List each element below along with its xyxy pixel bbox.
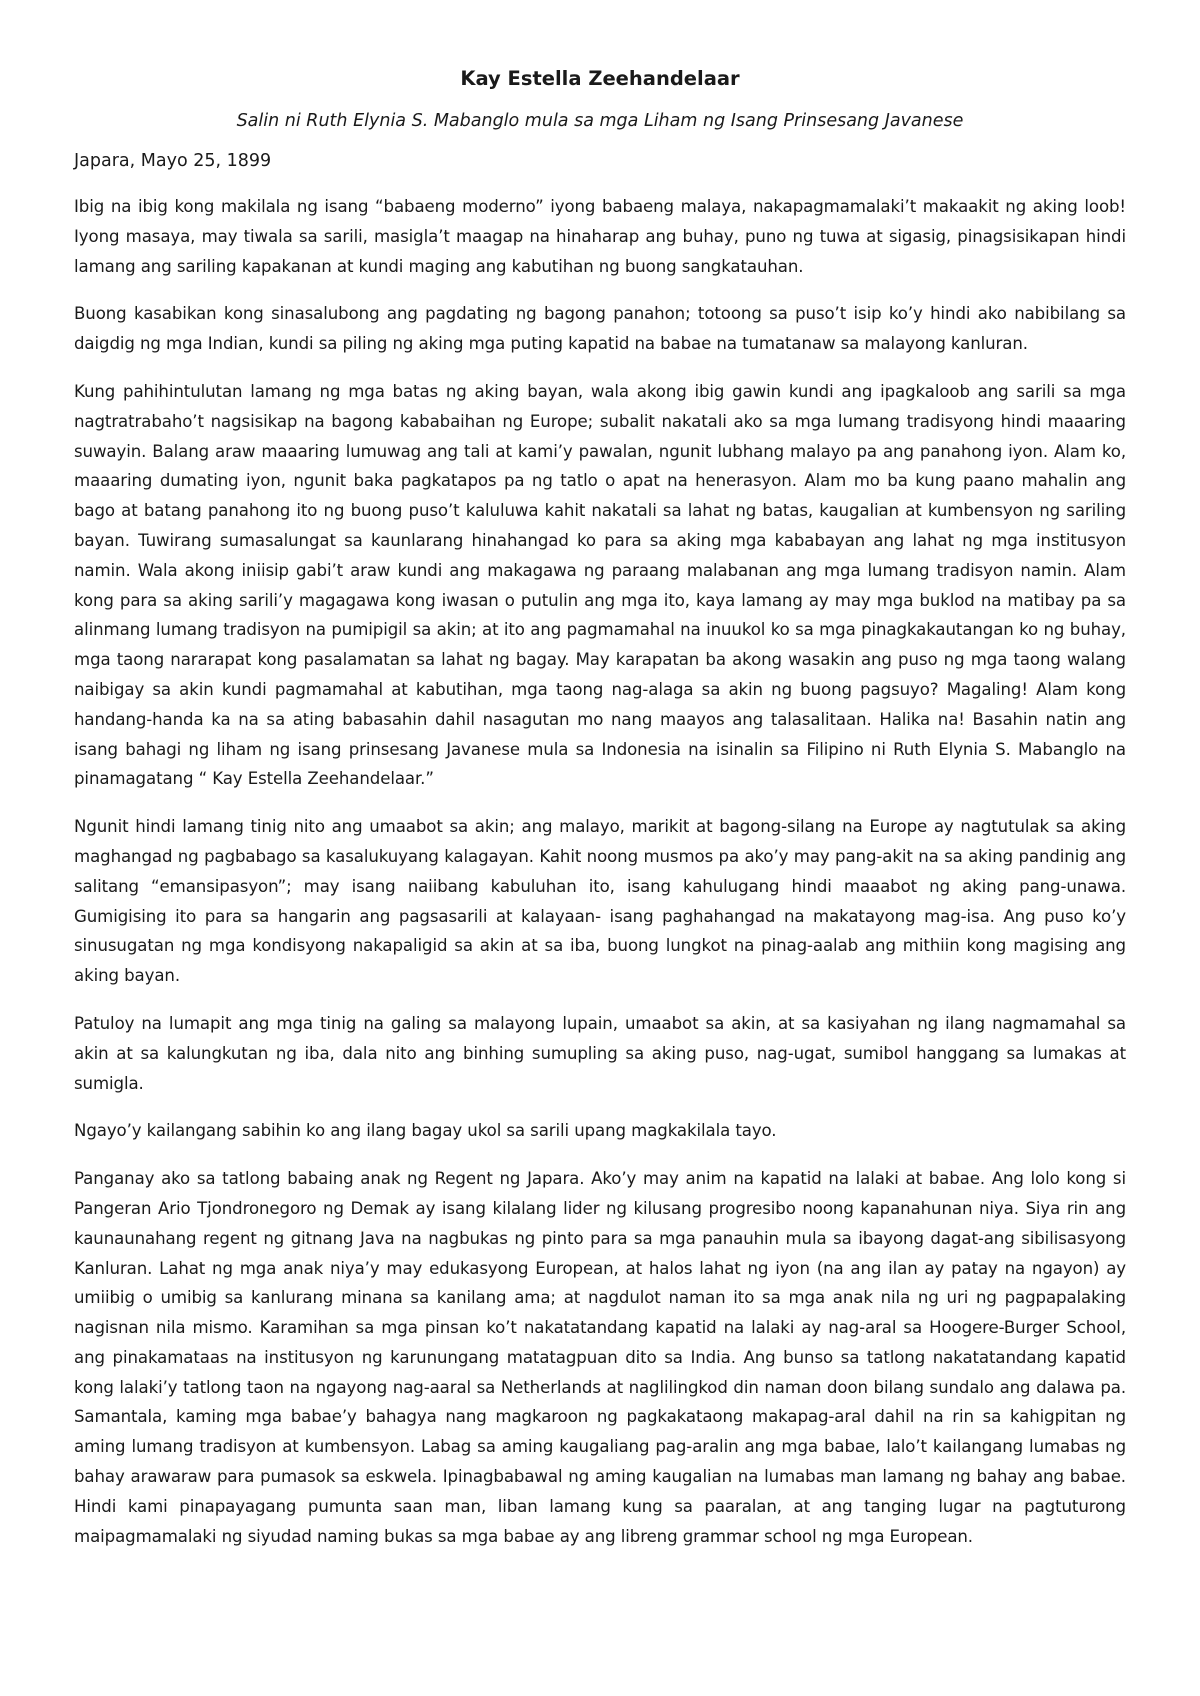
document-title: Kay Estella Zeehandelaar [460,67,740,90]
paragraph-7: Panganay ako sa tatlong babaing anak ng Regent ng Japara. Ako’y may anim na kapatid na lalaki at babae. Ang lolo kong si Pangeran Ario Tjondronegoro ng Demak ay isang kilalang lider ng kilusang progresibo noong kapanahunan niya. Siya rin ang kaunaunahang regent ng gitnang Java na nagbukas ng pinto para sa mga panauhin mula sa ibayong dagat-ang sibilisasyong Kanluran. Lahat ng mga anak niya’y may edukasyong European, at halos lahat ng iyon (na ang ilan ay patay na ngayon) ay umiibig o umibig sa kanlurang minana sa kanilang ama; at nagdulot naman ito sa mga anak nila ng uri ng pagpapalaking nagisnan nila mismo. Karamihan sa mga pinsan ko’t nakatatandang kapatid na lalaki ay nag-aral sa Hoogere-Burger School, ang pinakamataas na institusyon ng karunungang matatagpuan dito sa India. Ang bunso sa tatlong nakatatandang kapatid kong lalaki’y tatlong taon na ngayong nag-aaral sa Netherlands at naglilingkod din naman doon bilang sundalo ang dalawa pa. Samantala, kaming mga babae’y bahagya nang magkaroon ng pagkakataong makapag-aral dahil na rin sa kahigpitan ng aming lumang tradisyon at kumbensyon. Labag sa aming kaugaliang pag-aralin ang mga babae, lalo’t kailangang lumabas ng bahay arawaraw para pumasok sa eskwela. Ipinagbabawal ng aming kaugalian na lumabas man lamang ng bahay ang babae. Hindi kami pinapayagang pumunta saan man, liban lamang kung sa paaralan, at ang tanging lugar na pagtuturong maipagmamalaki ng siyudad naming bukas sa mga babae ay ang libreng grammar school ng mga European. [74,1169,1126,1546]
paragraph-3: Kung pahihintulutan lamang ng mga batas ng aking bayan, wala akong ibig gawin kundi ang ipagkaloob ang sarili sa mga nagtratrabaho’t nagsisikap na bagong kababaihan ng Europe; subalit nakatali ako sa mga lumang tradisyong hindi maaaring suwayin. Balang araw maaaring lumuwag ang tali at kami’y pawalan, ngunit lubhang malayo pa ang panahong iyon. Alam ko, maaaring dumating iyon, ngunit baka pagkatapos pa ng tatlo o apat na henerasyon. Alam mo ba kung paano mahalin ang bago at batang panahong ito ng buong puso’t kaluluwa kahit nakatali sa lahat ng batas, kaugalian at kumbensyon ng sariling bayan. Tuwirang sumasalungat sa kaunlarang hinahangad ko para sa aking mga kababayan ang lahat ng mga institusyon namin. Wala akong iniisip gabi’t araw kundi ang makagawa ng paraang malabanan ang mga lumang tradisyon namin. Alam kong para sa aking sarili’y magagawa kong iwasan o putulin ang mga ito, kaya lamang ay may mga buklod na matibay pa sa alinmang lumang tradisyon na pumipigil sa akin; at ito ang pagmamahal na inuukol ko sa mga pinagkakautangan ko ng buhay, mga taong nararapat kong pasalamatan sa lahat ng bagay. May karapatan ba akong wasakin ang puso ng mga taong walang naibigay sa akin kundi pagmamahal at kabutihan, mga taong nag-alaga sa akin ng buong pagsuyo? Magaling! Alam kong handang-handa ka na sa ating babasahin dahil nasagutan mo nang maayos ang talasalitaan. Halika na! Basahin natin ang isang bahagi ng liham ng isang prinsesang Javanese mula sa Indonesia na isinalin sa Filipino ni Ruth Elynia S. Mabanglo na pinamagatang “ Kay Estella Zeehandelaar.” [74,381,1126,789]
document-body [74,62,1126,1569]
paragraph-5: Patuloy na lumapit ang mga tinig na galing sa malayong lupain, umaabot sa akin, at sa kasiyahan ng ilang nagmamahal sa akin at sa kalungkutan ng iba, dala nito ang binhing sumupling sa aking puso, nag-ugat, sumibol hanggang sa lumakas at sumigla. [74,1013,1126,1093]
letter-dateline: Japara, Mayo 25, 1899 [74,151,272,171]
paragraph-6: Ngayo’y kailangang sabihin ko ang ilang bagay ukol sa sarili upang magkakilala tayo. [74,1121,777,1141]
paragraph-4: Ngunit hindi lamang tinig nito ang umaabot sa akin; ang malayo, marikit at bagong-silang na Europe ay nagtutulak sa aking maghangad ng pagbabago sa kasalukuyang kalagayan. Kahit noong musmos pa ako’y may pang-akit na sa aking pandinig ang salitang “emansipasyon”; may isang naiibang kabuluhan ito, isang kahulugang hindi maaabot ng aking pang-unawa. Gumigising ito para sa hangarin ang pagsasarili at kalayaan- isang paghahangad na makatayong mag-isa. Ang puso ko’y sinusugatan ng mga kondisyong nakapaligid sa akin at sa iba, buong lungkot na pinag-aalab ang mithiin kong magising ang aking bayan. [74,817,1126,986]
document-subtitle: Salin ni Ruth Elynia S. Mabanglo mula sa mga Liham ng Isang Prinsesang Javanese [236,111,964,131]
paragraph-2: Buong kasabikan kong sinasalubong ang pagdating ng bagong panahon; totoong sa puso’t isip ko’y hindi ako nabibilang sa daigdig ng mga Indian, kundi sa piling ng aking mga puting kapatid na babae na tumatanaw sa malayong kanluran. [74,304,1126,354]
paragraph-1: Ibig na ibig kong makilala ng isang “babaeng moderno” iyong babaeng malaya, nakapagmamalaki’t makaakit ng aking loob! Iyong masaya, may tiwala sa sarili, masigla’t maagap na hinaharap ang buhay, puno ng tuwa at sigasig, pinagsisikapan hindi lamang ang sariling kapakanan at kundi maging ang kabutihan ng buong sangkatauhan. [74,197,1126,276]
